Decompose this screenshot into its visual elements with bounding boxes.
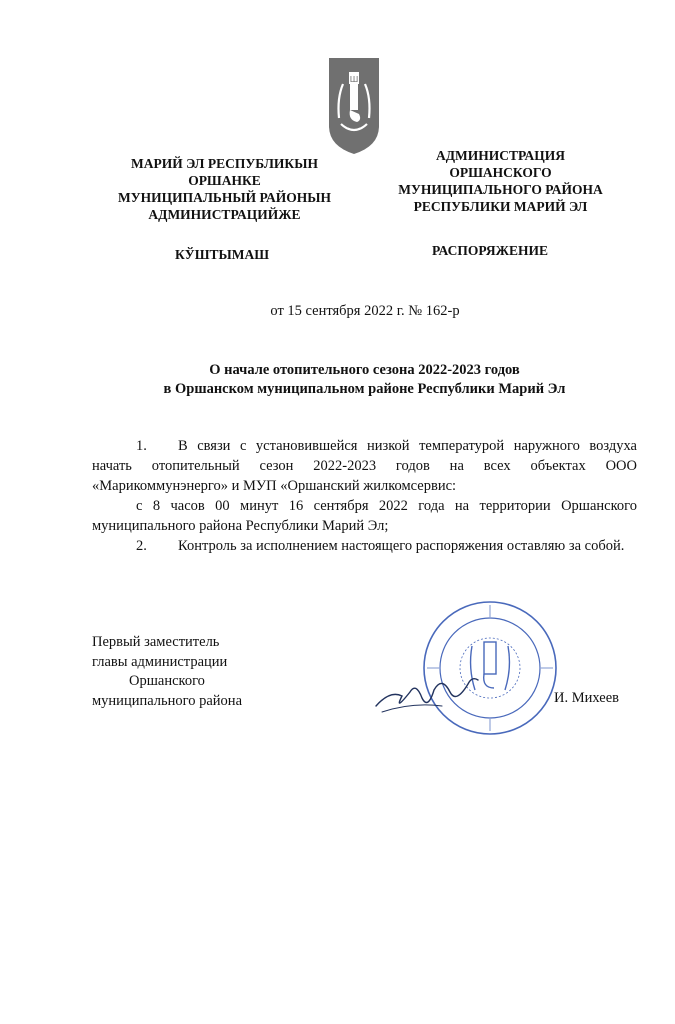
document-date-number: от 15 сентября 2022 г. № 162-р (270, 303, 460, 319)
document-body (92, 436, 637, 556)
header-right-line: РЕСПУБЛИКИ МАРИЙ ЭЛ (413, 199, 588, 214)
coat-of-arms-emblem (329, 58, 379, 154)
svg-text:Ш: Ш (349, 75, 359, 84)
header-left-mari (92, 155, 357, 223)
paragraph-number: 2. (136, 538, 147, 554)
header-left-line: АДМИНИСТРАЦИЙЖЕ (148, 207, 301, 222)
paragraph-1-sub: с 8 часов 00 минут 16 сентября 2022 года на территории Оршанского муниципального района Республики Марий Эл; (92, 498, 637, 534)
signatory-position (92, 633, 242, 711)
position-line: Оршанского (129, 673, 205, 689)
position-line: Первый заместитель (92, 634, 220, 650)
paragraph-text: В связи с установившейся низкой температурой наружного воздуха начать отопительный сезон 2022-2023 годов на всех объектах ООО «Марикоммунэнерго» и МУП «Оршанский жилкомсервис: (92, 438, 637, 494)
signatory-name: И. Михеев (554, 690, 619, 706)
title-line: О начале отопительного сезона 2022-2023 годов (209, 362, 520, 378)
handwritten-signature (372, 662, 482, 722)
doc-type-mari: КЎШТЫМАШ (175, 247, 270, 262)
doc-type-russian: РАСПОРЯЖЕНИЕ (432, 243, 549, 258)
title-line: в Оршанском муниципальном районе Республики Марий Эл (163, 381, 566, 397)
header-left-line: МАРИЙ ЭЛ РЕСПУБЛИКЫН (131, 156, 318, 171)
document-title (92, 361, 637, 399)
position-line: главы администрации (92, 653, 228, 670)
header-left-line: ОРШАНКЕ (188, 173, 261, 188)
position-line: муниципального района (92, 692, 242, 709)
header-right-russian (368, 147, 633, 215)
paragraph-2 (92, 536, 637, 556)
paragraph-1 (92, 436, 637, 496)
paragraph-number: 1. (136, 438, 147, 454)
header-left-line: МУНИЦИПАЛЬНЫЙ РАЙОНЫН (117, 190, 332, 205)
paragraph-text: Контроль за исполнением настоящего распоряжения оставляю за собой. (178, 538, 625, 554)
header-right-line: ОРШАНСКОГО (449, 165, 552, 180)
header-right-line: АДМИНИСТРАЦИЯ (435, 148, 566, 163)
header-right-line: МУНИЦИПАЛЬНОГО РАЙОНА (398, 182, 603, 197)
